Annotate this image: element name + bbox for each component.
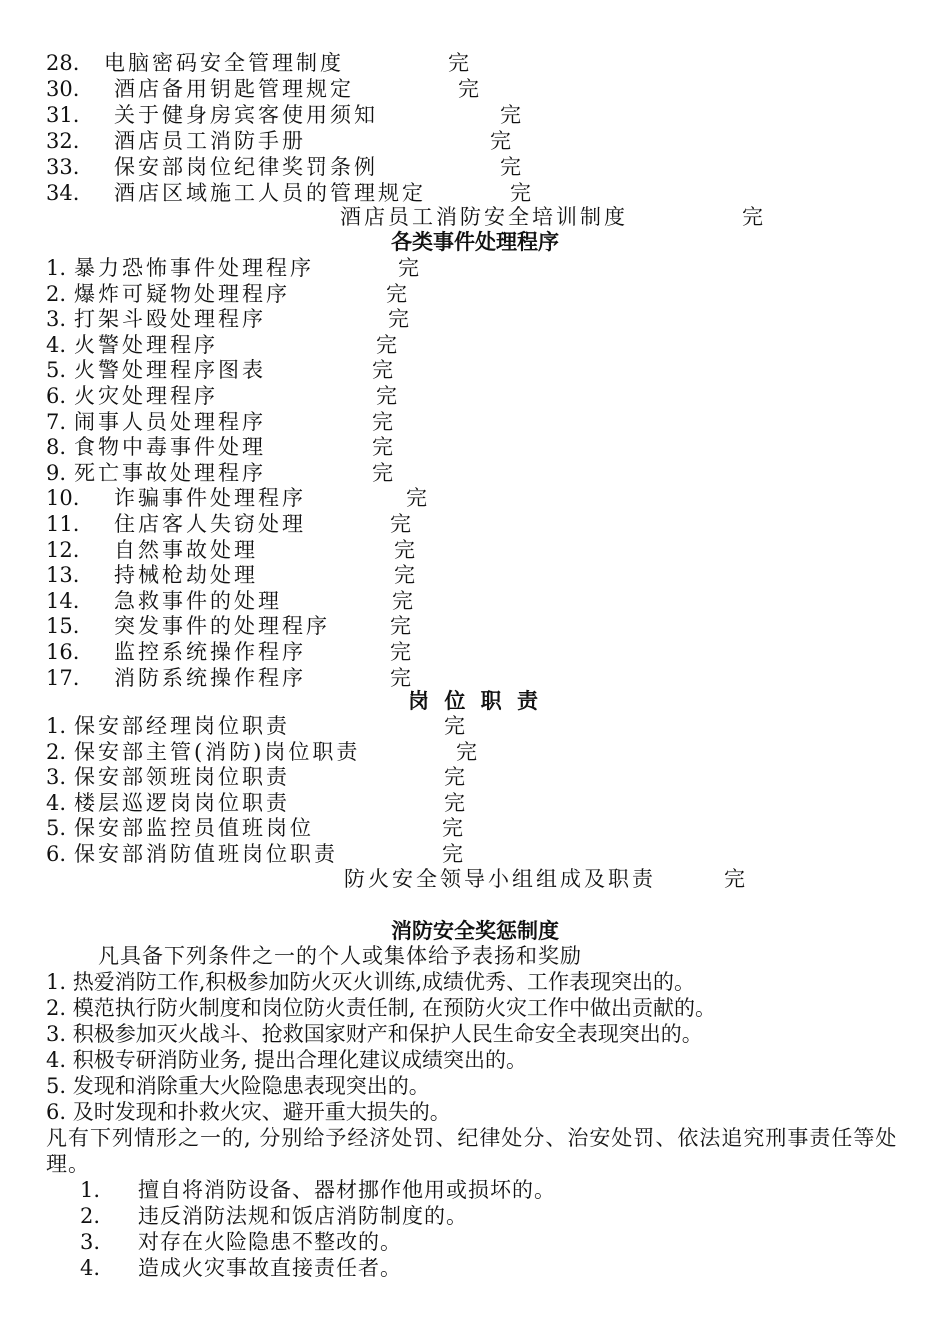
- item-number: 10.: [46, 486, 80, 511]
- list-item: [46, 76, 566, 102]
- list-item: [46, 154, 566, 180]
- training-status: 完: [742, 205, 763, 229]
- item-status: 完: [386, 281, 407, 306]
- item-status: 完: [372, 358, 393, 383]
- list-item: [46, 460, 506, 486]
- item-status: 完: [442, 816, 463, 841]
- item-title: 酒店区域施工人员的管理规定: [114, 181, 426, 205]
- item-number: 11.: [46, 512, 80, 536]
- penalty-text: 擅自将消防设备、器材挪作他用或损坏的。: [138, 1178, 556, 1202]
- list-item: [46, 665, 506, 691]
- penalty-text: 违反消防法规和饭店消防制度的。: [138, 1204, 468, 1228]
- item-title: 保安部岗位纪律奖罚条例: [114, 155, 378, 179]
- list-item: [46, 434, 506, 460]
- penalty-number: 4.: [80, 1256, 101, 1280]
- item-status: 完: [448, 51, 469, 75]
- list-item: [46, 281, 506, 307]
- item-title: 保安部消防值班岗位职责: [74, 842, 338, 866]
- item-title: 持械枪劫处理: [114, 563, 258, 588]
- item-title: 诈骗事件处理程序: [114, 486, 306, 511]
- item-number: 30.: [46, 77, 80, 101]
- reward-item: 1. 热爱消防工作,积极参加防火灭火训练,成绩优秀、工作表现突出的。: [46, 970, 696, 994]
- list-item: [46, 306, 506, 332]
- reward-item: 5. 发现和消除重大火险隐患表现突出的。: [46, 1074, 430, 1098]
- item-number: 32.: [46, 129, 80, 153]
- item-number: 12.: [46, 537, 80, 562]
- penalty-number: 2.: [80, 1204, 101, 1228]
- list-item: [46, 537, 506, 563]
- penalty-item: [80, 1203, 680, 1229]
- reward-item: 4. 积极专研消防业务, 提出合理化建议成绩突出的。: [46, 1048, 528, 1072]
- item-number: 17.: [46, 665, 80, 690]
- training-line: [340, 204, 800, 230]
- item-title: 火灾处理程序: [74, 384, 218, 408]
- list-item: [46, 613, 506, 639]
- section-heading-incidents: 各类事件处理程序: [391, 230, 559, 254]
- item-number: 2.: [46, 281, 67, 306]
- list-item: [46, 815, 506, 841]
- item-number: 33.: [46, 155, 80, 179]
- section-heading-rewards: 消防安全奖惩制度: [391, 919, 559, 943]
- item-title: 暴力恐怖事件处理程序: [74, 256, 314, 280]
- item-title: 死亡事故处理程序: [74, 460, 266, 485]
- list-item: [46, 764, 506, 790]
- item-status: 完: [394, 563, 415, 588]
- item-status: 完: [390, 512, 411, 536]
- item-status: 完: [390, 640, 411, 664]
- item-status: 完: [490, 129, 511, 153]
- item-status: 完: [376, 384, 397, 408]
- item-title: 食物中毒事件处理: [74, 435, 266, 460]
- list-item: [46, 50, 566, 76]
- item-title: 关于健身房宾客使用须知: [114, 103, 378, 127]
- fire-group-title: 防火安全领导小组组成及职责: [344, 867, 656, 891]
- item-title: 住店客人失窃处理: [114, 512, 306, 536]
- reward-item: 2. 模范执行防火制度和岗位防火责任制, 在预防火灾工作中做出贡献的。: [46, 996, 717, 1020]
- item-status: 完: [406, 486, 427, 511]
- list-item: [46, 562, 506, 588]
- item-status: 完: [372, 460, 393, 485]
- item-number: 3.: [46, 307, 67, 332]
- item-title: 保安部经理岗位职责: [74, 714, 290, 738]
- item-number: 28.: [46, 51, 80, 75]
- item-number: 5.: [46, 358, 67, 383]
- item-status: 完: [376, 332, 397, 357]
- item-title: 突发事件的处理程序: [114, 614, 330, 639]
- list-item: [46, 790, 506, 816]
- item-number: 6.: [46, 842, 67, 866]
- item-title: 电脑密码安全管理制度: [104, 51, 344, 75]
- item-number: 16.: [46, 640, 80, 664]
- item-status: 完: [372, 435, 393, 460]
- item-title: 楼层巡逻岗岗位职责: [74, 790, 290, 815]
- list-item: [46, 128, 566, 154]
- item-number: 2.: [46, 739, 67, 764]
- penalty-number: 3.: [80, 1230, 101, 1254]
- item-title: 保安部领班岗位职责: [74, 765, 290, 790]
- reward-item: 6. 及时发现和扑救火灾、避开重大损失的。: [46, 1100, 451, 1124]
- item-number: 1.: [46, 714, 67, 738]
- penalty-text: 造成火灾事故直接责任者。: [138, 1256, 402, 1280]
- penalty-item: [80, 1177, 680, 1203]
- rewards-intro: 凡具备下列条件之一的个人或集体给予表扬和奖励: [98, 944, 582, 968]
- reward-item: 3. 积极参加灭火战斗、抢救国家财产和保护人民生命安全表现突出的。: [46, 1022, 703, 1046]
- item-status: 完: [500, 155, 521, 179]
- item-status: 完: [392, 588, 413, 613]
- item-title: 火警处理程序: [74, 332, 218, 357]
- item-number: 4.: [46, 790, 67, 815]
- item-title: 酒店员工消防手册: [114, 129, 306, 153]
- item-status: 完: [456, 739, 477, 764]
- list-item: [46, 485, 506, 511]
- penalty-number: 1.: [80, 1178, 101, 1202]
- list-item: [46, 180, 566, 206]
- item-status: 完: [388, 307, 409, 332]
- item-title: 消防系统操作程序: [114, 665, 306, 690]
- penalty-item: [80, 1229, 680, 1255]
- item-status: 完: [390, 614, 411, 639]
- item-title: 自然事故处理: [114, 537, 258, 562]
- item-number: 4.: [46, 332, 67, 357]
- item-number: 5.: [46, 816, 67, 841]
- list-item: [46, 639, 506, 665]
- list-item: [46, 332, 506, 358]
- item-status: 完: [510, 181, 531, 205]
- item-title: 酒店备用钥匙管理规定: [114, 77, 354, 101]
- item-title: 保安部监控员值班岗位: [74, 816, 314, 841]
- fire-group-status: 完: [724, 867, 745, 891]
- item-status: 完: [442, 842, 463, 866]
- item-status: 完: [444, 765, 465, 790]
- section-heading-duties: 岗 位 职 责: [408, 689, 542, 713]
- list-item: [46, 383, 506, 409]
- training-title: 酒店员工消防安全培训制度: [340, 205, 628, 229]
- item-number: 3.: [46, 765, 67, 790]
- list-item: [46, 357, 506, 383]
- list-item: [46, 511, 506, 537]
- item-number: 14.: [46, 588, 80, 613]
- item-title: 打架斗殴处理程序: [74, 307, 266, 332]
- list-item: [46, 841, 506, 867]
- item-number: 7.: [46, 409, 67, 434]
- item-number: 8.: [46, 435, 67, 460]
- item-number: 15.: [46, 614, 80, 639]
- item-status: 完: [444, 714, 465, 738]
- item-status: 完: [390, 665, 411, 690]
- item-title: 火警处理程序图表: [74, 358, 266, 383]
- fire-group-line: [344, 866, 764, 892]
- item-number: 1.: [46, 256, 67, 280]
- item-number: 9.: [46, 460, 67, 485]
- item-title: 监控系统操作程序: [114, 640, 306, 664]
- item-title: 急救事件的处理: [114, 588, 282, 613]
- item-status: 完: [500, 103, 521, 127]
- item-status: 完: [372, 409, 393, 434]
- item-title: 爆炸可疑物处理程序: [74, 281, 290, 306]
- penalty-text: 对存在火险隐患不整改的。: [138, 1230, 402, 1254]
- item-number: 34.: [46, 181, 80, 205]
- item-status: 完: [398, 256, 419, 280]
- penalty-item: [80, 1255, 680, 1281]
- list-item: [46, 255, 506, 281]
- item-status: 完: [458, 77, 479, 101]
- penalty-intro: 凡有下列情形之一的, 分别给予经济处罚、纪律处分、治安处罚、依法追究刑事责任等处理。: [46, 1126, 898, 1176]
- item-title: 闹事人员处理程序: [74, 409, 266, 434]
- item-number: 6.: [46, 384, 67, 408]
- item-title: 保安部主管(消防)岗位职责: [74, 739, 361, 764]
- item-status: 完: [394, 537, 415, 562]
- list-item: [46, 102, 566, 128]
- item-number: 13.: [46, 563, 80, 588]
- list-item: [46, 409, 506, 435]
- item-number: 31.: [46, 103, 80, 127]
- list-item: [46, 739, 506, 765]
- list-item: [46, 588, 506, 614]
- item-status: 完: [444, 790, 465, 815]
- list-item: [46, 713, 506, 739]
